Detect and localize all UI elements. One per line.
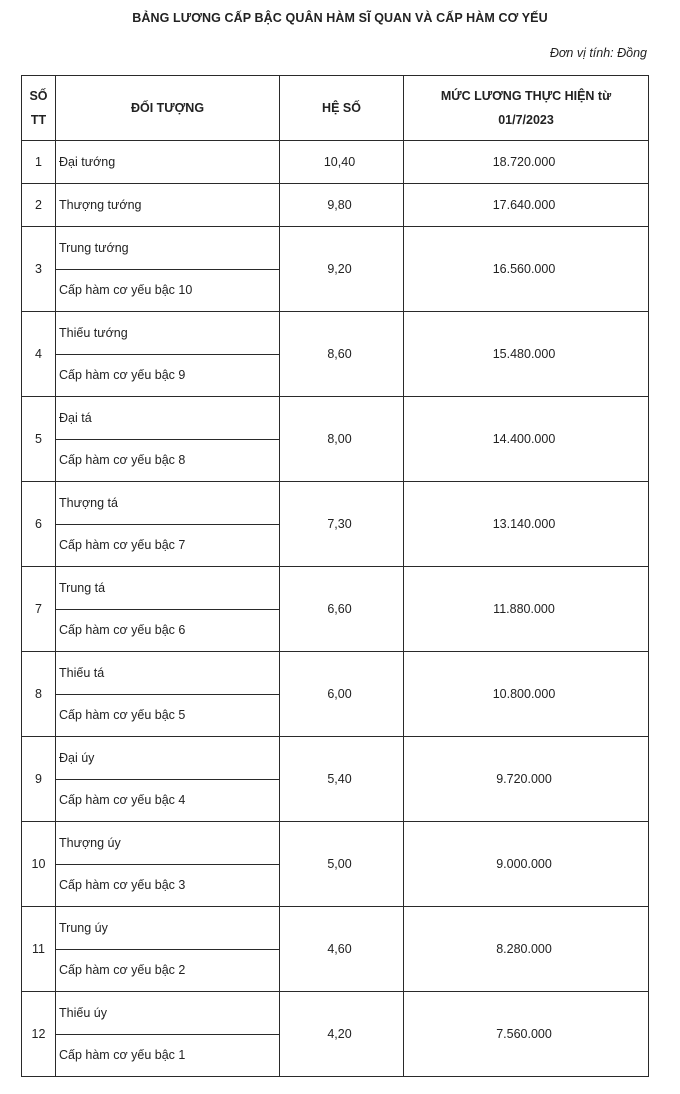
document-title: BẢNG LƯƠNG CẤP BẬC QUÂN HÀM SĨ QUAN VÀ CẤP HÀM CƠ YẾU	[132, 11, 548, 25]
header-stt	[22, 76, 56, 141]
row-stt: 4	[22, 312, 56, 397]
row-doi-tuong: Thượng tướng	[56, 184, 280, 227]
row-muc-luong: 9.720.000	[404, 737, 649, 822]
row-he-so: 8,00	[280, 397, 404, 482]
header-he-so: HỆ SỐ	[280, 76, 404, 141]
row-doi-tuong: Cấp hàm cơ yếu bậc 1	[56, 1034, 280, 1077]
row-stt: 2	[22, 184, 56, 227]
row-doi-tuong: Cấp hàm cơ yếu bậc 4	[56, 779, 280, 822]
table-row	[22, 312, 649, 355]
row-doi-tuong: Đại tướng	[56, 141, 280, 184]
table-row	[22, 822, 649, 865]
header-doi-tuong: ĐỐI TƯỢNG	[56, 76, 280, 141]
row-doi-tuong: Cấp hàm cơ yếu bậc 7	[56, 524, 280, 567]
row-he-so: 4,20	[280, 992, 404, 1077]
table-row	[22, 141, 649, 184]
row-stt: 3	[22, 227, 56, 312]
table-row	[22, 567, 649, 610]
row-stt: 6	[22, 482, 56, 567]
row-he-so: 6,60	[280, 567, 404, 652]
row-doi-tuong: Cấp hàm cơ yếu bậc 9	[56, 354, 280, 397]
row-doi-tuong: Cấp hàm cơ yếu bậc 3	[56, 864, 280, 907]
row-muc-luong: 7.560.000	[404, 992, 649, 1077]
table-row	[22, 992, 649, 1035]
row-stt: 7	[22, 567, 56, 652]
row-stt: 12	[22, 992, 56, 1077]
row-doi-tuong: Thiếu tá	[56, 652, 280, 695]
row-doi-tuong: Cấp hàm cơ yếu bậc 5	[56, 694, 280, 737]
row-doi-tuong: Cấp hàm cơ yếu bậc 8	[56, 439, 280, 482]
table-row	[22, 652, 649, 695]
row-he-so: 9,20	[280, 227, 404, 312]
table-header-row	[22, 76, 649, 141]
row-doi-tuong: Cấp hàm cơ yếu bậc 10	[56, 269, 280, 312]
row-he-so: 8,60	[280, 312, 404, 397]
row-he-so: 4,60	[280, 907, 404, 992]
unit-note: Đơn vị tính: Đồng	[549, 46, 647, 60]
row-muc-luong: 10.800.000	[404, 652, 649, 737]
row-doi-tuong: Thiếu tướng	[56, 312, 280, 355]
row-he-so: 7,30	[280, 482, 404, 567]
row-stt: 10	[22, 822, 56, 907]
row-stt: 1	[22, 141, 56, 184]
row-he-so: 5,00	[280, 822, 404, 907]
row-muc-luong: 11.880.000	[404, 567, 649, 652]
row-doi-tuong: Cấp hàm cơ yếu bậc 2	[56, 949, 280, 992]
row-muc-luong: 18.720.000	[404, 141, 649, 184]
row-he-so: 6,00	[280, 652, 404, 737]
header-stt-line1: SỐ	[29, 89, 48, 103]
table-row	[22, 227, 649, 270]
row-doi-tuong: Trung tá	[56, 567, 280, 610]
row-doi-tuong: Thượng úy	[56, 822, 280, 865]
row-doi-tuong: Đại tá	[56, 397, 280, 440]
table-row	[22, 184, 649, 227]
row-stt: 8	[22, 652, 56, 737]
row-he-so: 10,40	[280, 141, 404, 184]
row-doi-tuong: Thượng tá	[56, 482, 280, 525]
row-muc-luong: 13.140.000	[404, 482, 649, 567]
table-row	[22, 907, 649, 950]
header-muc-luong-line2: 01/7/2023	[498, 113, 554, 127]
header-muc-luong-line1: MỨC LƯƠNG THỰC HIỆN từ	[440, 89, 612, 103]
row-muc-luong: 9.000.000	[404, 822, 649, 907]
row-muc-luong: 17.640.000	[404, 184, 649, 227]
header-muc-luong	[404, 76, 649, 141]
row-doi-tuong: Cấp hàm cơ yếu bậc 6	[56, 609, 280, 652]
row-muc-luong: 14.400.000	[404, 397, 649, 482]
row-he-so: 9,80	[280, 184, 404, 227]
row-he-so: 5,40	[280, 737, 404, 822]
row-doi-tuong: Trung tướng	[56, 227, 280, 270]
row-muc-luong: 15.480.000	[404, 312, 649, 397]
table-row	[22, 397, 649, 440]
row-stt: 5	[22, 397, 56, 482]
salary-table	[21, 75, 649, 1077]
row-doi-tuong: Trung úy	[56, 907, 280, 950]
table-row	[22, 737, 649, 780]
table-row	[22, 482, 649, 525]
row-muc-luong: 16.560.000	[404, 227, 649, 312]
row-stt: 9	[22, 737, 56, 822]
row-doi-tuong: Thiếu úy	[56, 992, 280, 1035]
row-stt: 11	[22, 907, 56, 992]
header-stt-line2: TT	[30, 113, 47, 127]
row-muc-luong: 8.280.000	[404, 907, 649, 992]
row-doi-tuong: Đại úy	[56, 737, 280, 780]
